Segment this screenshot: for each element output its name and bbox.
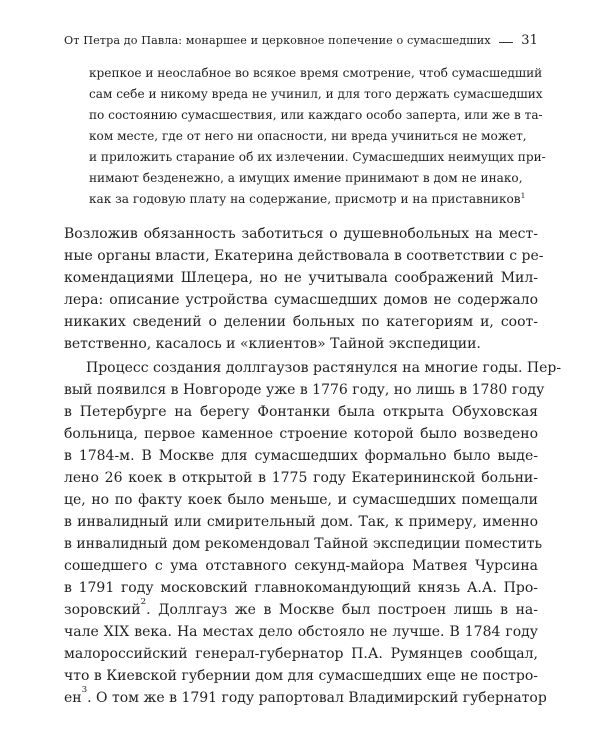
footnote-ref: 3 xyxy=(81,685,88,695)
body-line: в инвалидный или смирительный дом. Так, к примеру, именно xyxy=(64,514,538,530)
quote-text: как за годовую плату на содержание, присмотр и на приставников xyxy=(89,192,521,206)
body-line: в 1791 году московский главнокомандующий князь А.А. Про- xyxy=(64,580,538,596)
quote-line: и приложить старание об их излечении. Сумасшедших неимущих при- xyxy=(89,150,546,164)
body-text-span: ен xyxy=(64,690,82,706)
body-line: в 1784-м. В Москве для сумасшедших формально было выде- xyxy=(64,448,538,464)
body-text-span: . О том же в 1791 году рапортовал Владимирский губернатор xyxy=(87,690,547,706)
body-line: ные органы власти, Екатерина действовала в соответствии с ре- xyxy=(64,248,544,264)
body-line xyxy=(64,685,547,706)
body-line: лера: описание устройства сумасшедших домов не содержало xyxy=(64,292,538,308)
running-title: От Петра до Павла: монаршее и церковное попечение о сумасшедших xyxy=(64,33,491,47)
quote-line: крепкое и неослабное во всякое время смотрение, чтоб сумасшедший xyxy=(89,66,543,80)
running-header xyxy=(64,30,538,50)
quote-line-last xyxy=(89,192,525,206)
header-rule xyxy=(499,42,514,43)
body-text-span: . Доллгауз же в Москве был построен лишь в на- xyxy=(146,602,538,618)
footnote-ref: 1 xyxy=(520,190,526,200)
quote-line: ком месте, где от него ни опасности, ни вреда учиниться не может, xyxy=(89,129,527,143)
body-line: в Петербурге на берегу Фонтанки была открыта Обуховская xyxy=(64,404,538,420)
body-line: что в Киевской губернии дом для сумасшедших еще не постро- xyxy=(64,668,538,684)
body-line: лено 26 коек в открытой в 1775 году Екатерининской больни- xyxy=(64,470,538,486)
body-line: сошедшего с ума отставного секунд-майора Матвея Чурсина xyxy=(64,558,538,574)
quote-line: по состоянию сумасшествия, или каждаго особо заперта, или же в та- xyxy=(89,108,543,122)
body-line: никаких сведений о делении больных по категориям и, соот- xyxy=(64,314,538,330)
body-line xyxy=(64,597,538,618)
body-line: комендациями Шлецера, но не учитывала соображений Мил- xyxy=(64,270,538,286)
body-line: ветственно, касалось и «клиентов» Тайной экспедиции. xyxy=(64,336,481,352)
footnote-ref: 2 xyxy=(140,597,147,607)
body-line: Процесс создания доллгаузов растянулся на многие годы. Пер- xyxy=(86,360,562,376)
body-line: це, но по факту коек было меньше, и сумасшедших помещали xyxy=(64,492,538,508)
body-line: вый появился в Новгороде уже в 1776 году, но лишь в 1780 году xyxy=(64,382,545,398)
body-line: Возложив обязанность заботиться о душевнобольных на мест- xyxy=(64,226,538,242)
quote-line: сам себе и никому вреда не учинил, и для того держать сумасшедших xyxy=(89,87,543,101)
body-line: в инвалидный дом рекомендовал Тайной экспедиции поместить xyxy=(64,536,543,552)
body-line: чале XIX века. На местах дело обстояло не лучше. В 1784 году xyxy=(64,624,538,640)
body-line: больница, первое каменное строение которой было возведено xyxy=(64,426,538,442)
page-number: 31 xyxy=(521,32,538,48)
body-text-span: зоровский xyxy=(64,602,141,618)
body-line: малороссийский генерал-губернатор П.А. Румянцев сообщал, xyxy=(64,646,538,662)
quote-line: нимают безденежно, а имущих имение принимают в дом не инако, xyxy=(89,171,523,185)
